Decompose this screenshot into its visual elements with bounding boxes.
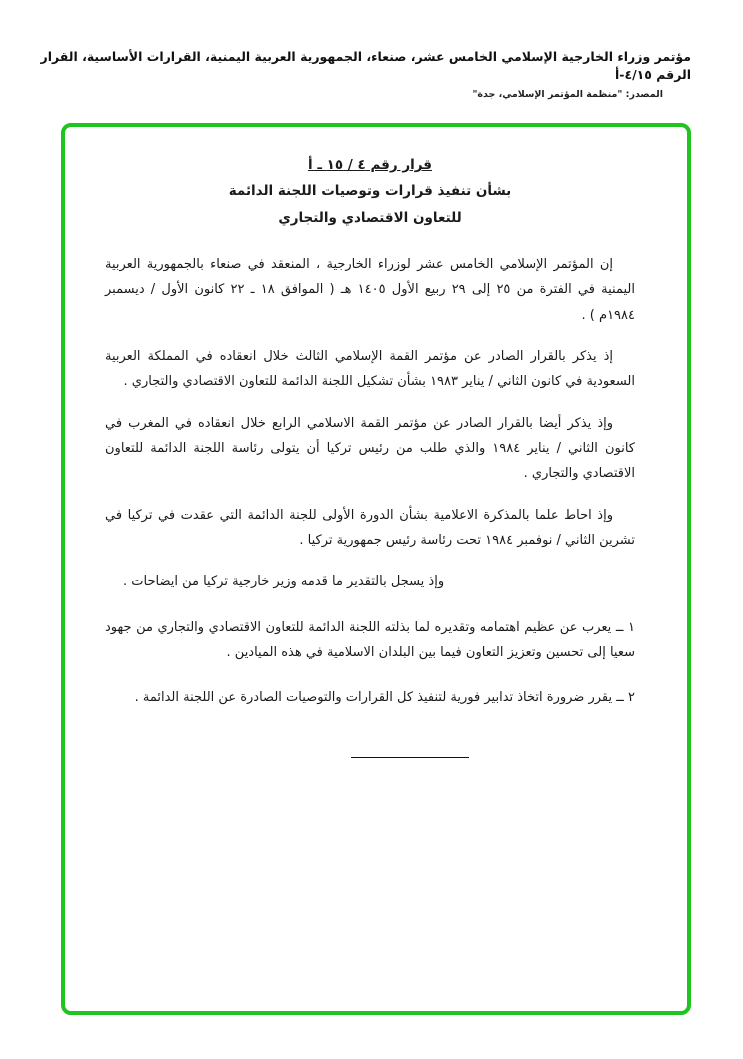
operative-item-2: ٢ ــ يقرر ضرورة اتخاذ تدابير فورية لتنفيذ كل القرارات والتوصيات الصادرة عن اللجنة الدائمة . <box>134 690 635 706</box>
end-divider-line <box>351 757 469 758</box>
paragraph-recall-fourth-summit: وإذ يذكر أيضا بالقرار الصادر عن مؤتمر القمة الاسلامي الرابع خلال انعقاده في المغرب في كانون الثاني / يناير ١٩٨٤ والذي طلب من رئيس تركيا أن يتولى رئاسة اللجنة الدائمة للتعاون الاقتصادي والتجاري . <box>105 415 635 482</box>
paragraph-appreciation: وإذ يسجل بالتقدير ما قدمه وزير خارجية تركيا من ايضاحات . <box>123 574 445 590</box>
page-header <box>40 48 691 100</box>
green-border-frame <box>61 123 691 1015</box>
paragraph-preamble: إن المؤتمر الإسلامي الخامس عشر لوزراء الخارجية ، المنعقد في صنعاء بالجمهورية العربية اليمنية في الفترة من ٢٥ إلى ٢٩ ربيع الأول ١٤٠٥ هـ ( الموافق ١٨ ـ ٢٢ كانون الأول / ديسمبر ١٩٨٤م ) . <box>105 256 635 323</box>
scanned-document-body <box>105 153 635 758</box>
resolution-subject-title: بشأن تنفيذ قرارات وتوصيات اللجنة الدائمة <box>228 183 512 200</box>
document-source-line: المصدر: "منظمة المؤتمر الإسلامي، جدة" <box>472 89 663 100</box>
paragraph-noting-memorandum: وإذ احاط علما بالمذكرة الاعلامية بشأن الدورة الأولى للجنة الدائمة التي عقدت في تركيا في تشرين الثاني / نوفمبر ١٩٨٤ تحت رئاسة رئيس جمهورية تركيا . <box>105 507 635 548</box>
resolution-number-title: قرار رقم ٤ / ١٥ ـ أ <box>308 157 432 173</box>
operative-item-1: ١ ــ يعرب عن عظيم اهتمامه وتقديره لما بذلته اللجنة الدائمة للتعاون الاقتصادي والتجاري من جهود سعيا إلى تحسين وتعزيز التعاون فيما بين البلدان الاسلامية في هذه الميادين . <box>105 619 635 661</box>
document-header-title: مؤتمر وزراء الخارجية الإسلامي الخامس عشر، صنعاء، الجمهورية العربية اليمنية، القرارات الأساسية، القرار الرقم ٤/١٥-أ <box>40 49 691 82</box>
paragraph-recall-third-summit: إذ يذكر بالقرار الصادر عن مؤتمر القمة الإسلامي الثالث خلال انعقاده في المملكة العربية السعودية في كانون الثاني / يناير ١٩٨٣ بشأن تشكيل اللجنة الدائمة للتعاون الاقتصادي والتجاري . <box>105 348 635 390</box>
resolution-committee-title: للتعاون الاقتصادي والتجاري <box>278 209 462 226</box>
